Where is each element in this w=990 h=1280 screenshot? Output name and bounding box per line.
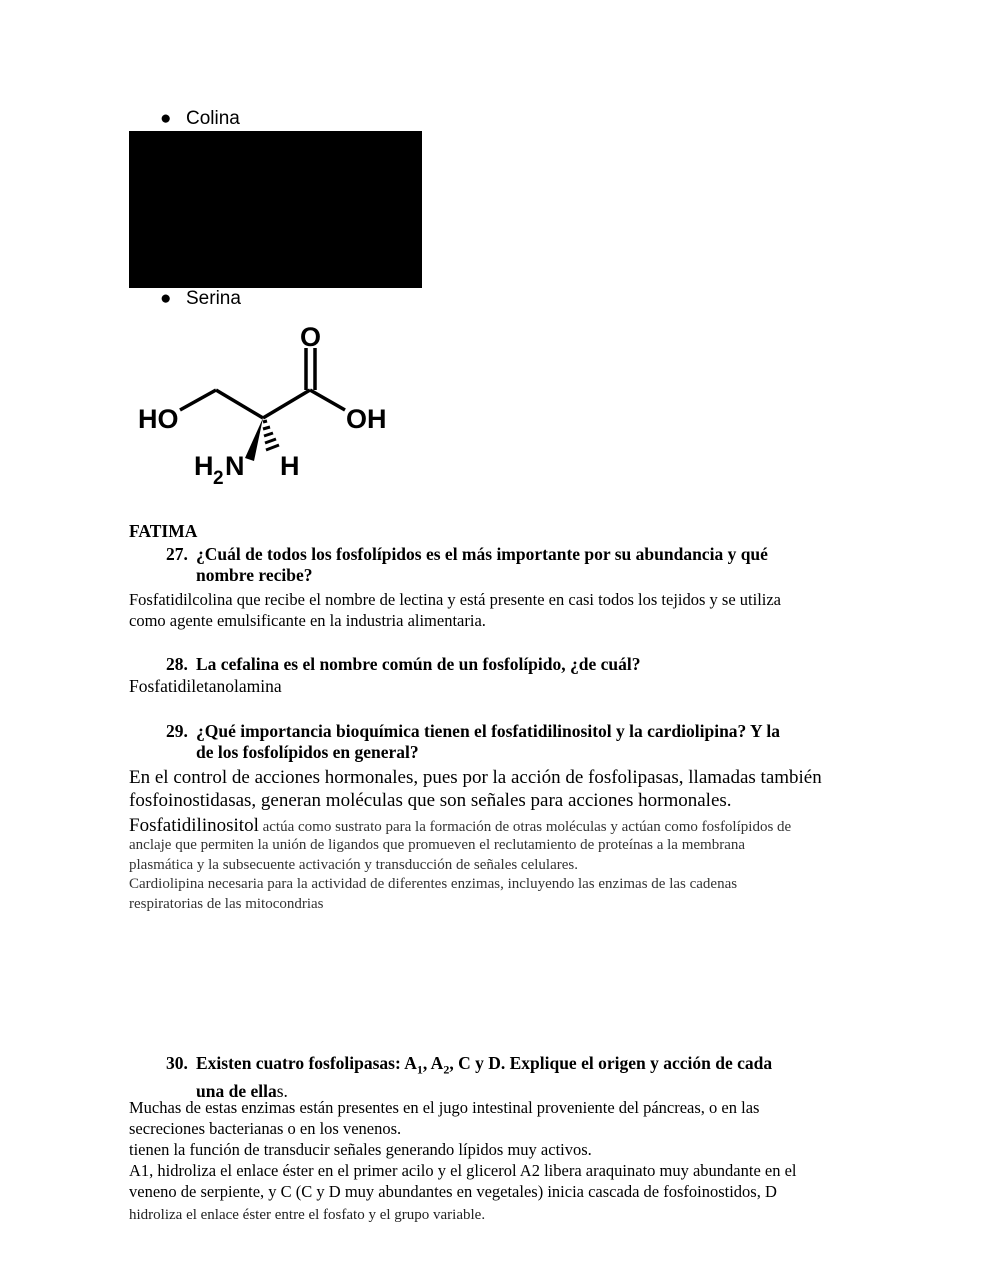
subscript: 1 (416, 1062, 423, 1077)
answer-line: A1, hidroliza el enlace éster en el primer acilo y el glicerol A2 libera araquinato muy abundante en el (129, 1161, 797, 1180)
question-text-part: Existen cuatro fosfolipasas: A (196, 1053, 417, 1073)
atom-oh-right: OH (346, 404, 387, 434)
answer-29-detail (129, 836, 969, 914)
bond-ho-c (180, 390, 216, 410)
question-text-part: , C y D. Explique el origen y acción de cada (449, 1053, 773, 1073)
question-text-line1: ¿Cuál de todos los fosfolípidos es el más importante por su abundancia y qué (196, 544, 768, 564)
answer-29-main (129, 766, 969, 812)
atom-h2n-sub: 2 (213, 468, 224, 488)
answer-line: respiratorias de las mitocondrias (129, 895, 324, 912)
answer-30 (129, 1097, 979, 1202)
answer-line: anclaje que permiten la unión de ligandos que promueven el reclutamiento de proteínas a la membrana (129, 837, 746, 853)
bullet-marker: ● (160, 108, 172, 129)
hashed-bond-h (263, 421, 279, 450)
atom-h2n-n: N (225, 451, 245, 481)
answer-line: En el control de acciones hormonales, pues por la acción de fosfolipasas, llamadas también (129, 767, 822, 788)
bullet-serina (160, 288, 241, 310)
answer-27 (129, 589, 969, 631)
bullet-label: Serina (186, 288, 241, 309)
question-28 (166, 654, 866, 675)
answer-28: Fosfatidiletanolamina (129, 676, 282, 696)
answer-29-inositol (129, 814, 969, 838)
answer-30-last: hidroliza el enlace éster entre el fosfato y el grupo variable. (129, 1207, 486, 1223)
question-number: 27. (166, 544, 188, 564)
bullet-marker: ● (160, 288, 172, 309)
answer-line: Fosfatidilcolina que recibe el nombre de lectina y está presente en casi todos los tejidos y se utiliza (129, 590, 782, 609)
atom-o-top: O (300, 322, 322, 352)
question-text: La cefalina es el nombre común de un fosfolípido, ¿de cuál? (196, 654, 641, 674)
question-text-line2-end: s. (276, 1080, 288, 1101)
answer-lead: Fosfatidilinositol (129, 815, 259, 836)
answer-line: tienen la función de transducir señales generando lípidos muy activos. (129, 1140, 592, 1159)
answer-line: fosfoinostidasas, generan moléculas que son señales para acciones hormonales. (129, 790, 732, 811)
serine-structure (130, 318, 400, 488)
answer-line: como agente emulsificante en la industria alimentaria. (129, 611, 486, 630)
answer-line: veneno de serpiente, y C (C y D muy abundantes en vegetales) inicia cascada de fosfoinostidos, D (129, 1182, 777, 1201)
author-name: FATIMA (129, 521, 198, 541)
answer-rest: actúa como sustrato para la formación de otras moléculas y actúan como fosfolípidos de (258, 819, 792, 835)
bond-calpha-c (263, 390, 310, 418)
question-text-line2: una de ella (196, 1080, 277, 1101)
question-text-line1: ¿Qué importancia bioquímica tienen el fosfatidilinositol y la cardiolipina? Y la (196, 721, 781, 741)
bond-c-oh (310, 390, 345, 410)
question-number: 28. (166, 654, 188, 674)
bond-c-calpha (216, 390, 263, 418)
question-number: 30. (166, 1053, 188, 1073)
question-text-part: , A (422, 1053, 444, 1073)
answer-line: Muchas de estas enzimas están presentes en el jugo intestinal proveniente del páncreas, o en las (129, 1098, 760, 1117)
answer-line: plasmática y la subsecuente activación y transducción de señales celulares. (129, 856, 578, 873)
question-27 (166, 544, 866, 586)
choline-structure-image (129, 131, 422, 288)
subscript: 2 (443, 1062, 450, 1077)
question-29 (166, 721, 866, 763)
answer-line: secreciones bacterianas o en los venenos. (129, 1119, 402, 1138)
atom-h-right: H (280, 451, 300, 481)
question-text-line2: nombre recibe? (196, 565, 313, 585)
bullet-label: Colina (186, 108, 240, 129)
question-number: 29. (166, 721, 188, 741)
question-text-line2: de los fosfolípidos en general? (196, 742, 419, 762)
atom-h2n-h: H (194, 451, 214, 481)
bullet-colina (160, 108, 240, 130)
wedge-bond-n (245, 418, 263, 461)
atom-ho-left: HO (138, 404, 179, 434)
question-30 (166, 1053, 886, 1102)
answer-line: Cardiolipina necesaria para la actividad de diferentes enzimas, incluyendo las enzimas de las cadenas (129, 876, 738, 892)
